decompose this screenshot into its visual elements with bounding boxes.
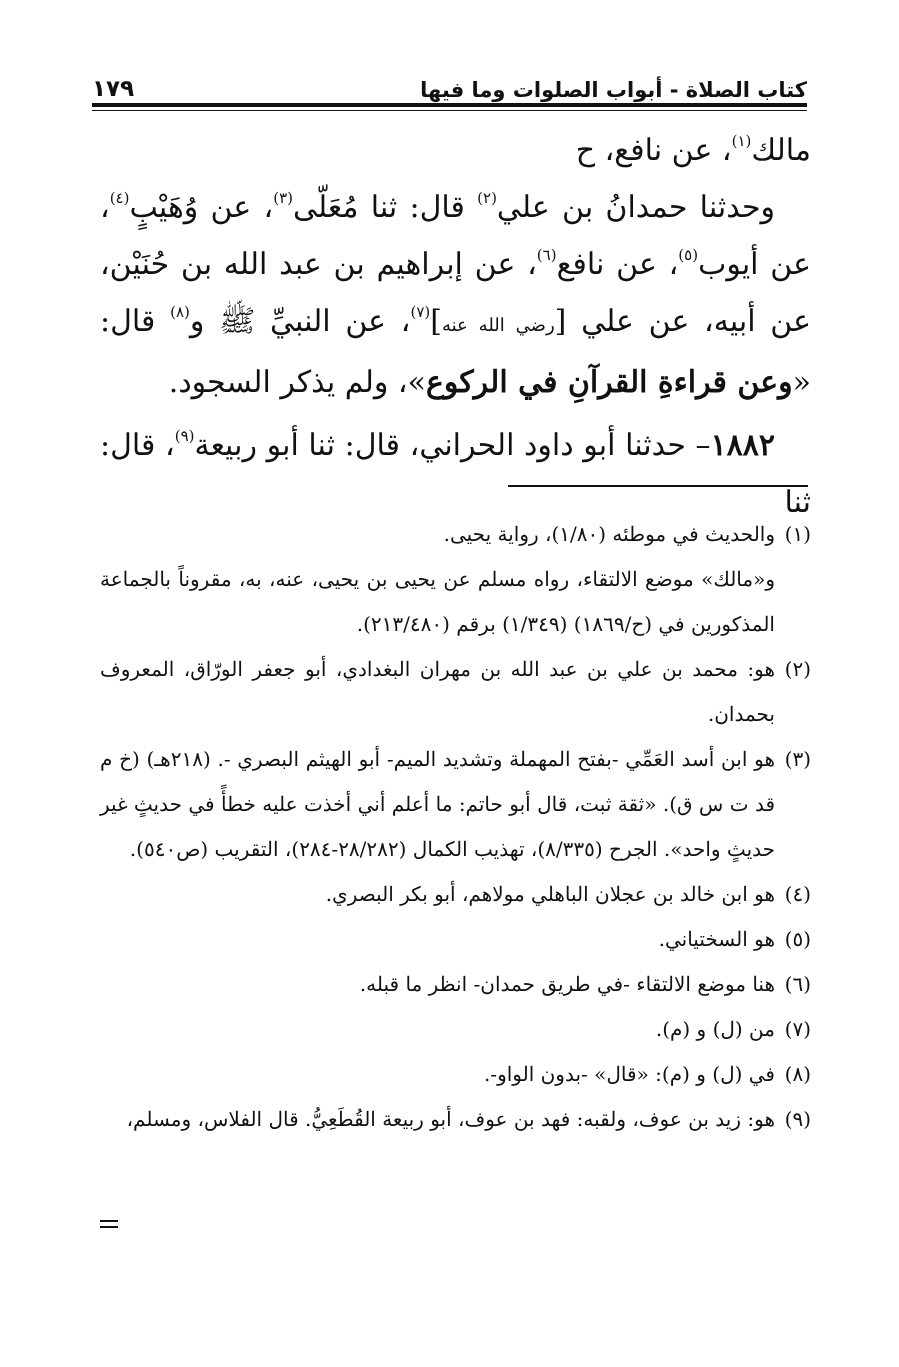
text-run: و	[189, 304, 220, 339]
text-run: ، عن إبراهيم بن عبد الله بن حُنَيْن، عن أبيه، عن علي [	[100, 247, 812, 339]
footnote-ref: (٥)	[678, 246, 699, 264]
header-rule-thick	[92, 103, 807, 107]
text-run: ]	[430, 304, 442, 339]
footnote-number: (٩)	[784, 1107, 811, 1131]
main-text	[100, 122, 811, 531]
footnote-text: والحديث في موطئه (١/٨٠)، رواية يحيى.	[443, 522, 775, 546]
footnotes	[100, 512, 811, 1142]
footnote-4	[100, 872, 811, 917]
footnote-ref: (١)	[731, 132, 752, 150]
footnote-8	[100, 1052, 811, 1097]
hadith-quote: وعن قراءةِ القرآنِ في الركوع	[425, 365, 793, 400]
text-run: قال: «	[100, 304, 811, 400]
footnote-number: (٨)	[784, 1062, 811, 1086]
running-header	[92, 62, 807, 102]
footnote-ref: (٨)	[170, 303, 190, 321]
footnote-ref: (٤)	[109, 189, 130, 207]
footnote-ref: (٢)	[477, 189, 497, 207]
footnote-text: هو ابن أسد العَمِّي -بفتح المهملة وتشديد الميم- أبو الهيثم البصري -. (٢١٨هـ) (خ م قد ت س ق). «ثقة ثبت، قال أبو حاتم: ما أعلم أني أخذت عليه خطأً في حديثٍ غير حديثٍ واحد». الجرح (٨/٣٣٥)، تهذيب الكمال (٢٨/٢٨٢-٢٨٤)، التقريب (ص٥٤٠).	[100, 747, 775, 861]
text-run: قال: ثنا مُعَلّى	[292, 190, 478, 225]
text-run: ، عن وُهَيْبٍ	[129, 190, 274, 225]
footnote-3	[100, 737, 811, 872]
footnote-6	[100, 962, 811, 1007]
footnote-separator	[508, 485, 808, 487]
footnote-number: (٧)	[784, 1017, 811, 1041]
footnote-text: في (ل) و (م): «قال» -بدون الواو-.	[483, 1062, 775, 1086]
footnote-text: و«مالك» موضع الالتقاء، رواه مسلم عن يحيى بن يحيى، عنه، به، مقروناً بالجماعة المذكورين في (ح/١٨٦٩) (١/٣٤٩) برقم (٢١٣/٤٨٠).	[100, 567, 775, 636]
hadith-number: ١٨٨٢	[710, 428, 775, 463]
header-rule-thin	[92, 110, 807, 111]
footnote-number: (١)	[784, 522, 811, 546]
text-run: ، عن أيوب	[100, 190, 811, 282]
footnote-text: هو السختياني.	[658, 927, 775, 951]
text-run: ، عن نافع، ح	[575, 133, 732, 168]
paragraph-2	[100, 179, 811, 411]
footnote-text: من (ل) و (م).	[655, 1017, 775, 1041]
footnote-2	[100, 647, 811, 737]
text-run: – حدثنا أبو داود الحراني، قال: ثنا أبو ربيعة	[194, 428, 711, 463]
footnote-number: (٦)	[784, 972, 811, 996]
footnote-ref: (٧)	[410, 303, 431, 321]
text-run: مالك	[751, 133, 811, 168]
honorific-glyph: ﷺ	[219, 304, 256, 339]
text-run: »، ولم يذكر السجود.	[168, 365, 426, 400]
paragraph-1	[100, 122, 811, 179]
footnote-text: هو: محمد بن علي بن عبد الله بن مهران البغدادي، أبو جعفر الورّاق، المعروف بحمدان.	[100, 657, 775, 726]
footnote-9	[100, 1097, 811, 1142]
footnote-5	[100, 917, 811, 962]
footnote-ref: (٩)	[174, 427, 195, 445]
continuation-mark	[100, 1220, 118, 1232]
footnote-number: (٥)	[784, 927, 811, 951]
text-run: ، عن نافع	[556, 247, 679, 282]
footnote-text: هنا موضع الالتقاء -في طريق حمدان- انظر ما قبله.	[359, 972, 775, 996]
footnote-ref: (٣)	[273, 189, 293, 207]
text-run: وحدثنا حمدانُ بن علي	[496, 190, 776, 225]
page-number: ١٧٩	[92, 76, 135, 102]
footnote-ref: (٦)	[536, 246, 557, 264]
footnote-number: (٢)	[784, 657, 811, 681]
footnote-number: (٤)	[784, 882, 811, 906]
footnote-1-continued	[100, 557, 811, 647]
honorific-glyph: رضي الله عنه	[441, 315, 555, 336]
footnote-number: (٣)	[784, 747, 811, 771]
footnote-7	[100, 1007, 811, 1052]
header-title: كتاب الصلاة - أبواب الصلوات وما فيها	[420, 78, 807, 102]
text-run: ، قال: ثنا	[100, 428, 811, 520]
text-run: ، عن النبيِّ	[255, 304, 411, 339]
footnote-text: هو ابن خالد بن عجلان الباهلي مولاهم، أبو بكر البصري.	[325, 882, 775, 906]
footnote-text: هو: زيد بن عوف، ولقبه: فهد بن عوف، أبو ربيعة القُطَعِيُّ. قال الفلاس، ومسلم،	[126, 1107, 775, 1131]
footnote-1	[100, 512, 811, 557]
